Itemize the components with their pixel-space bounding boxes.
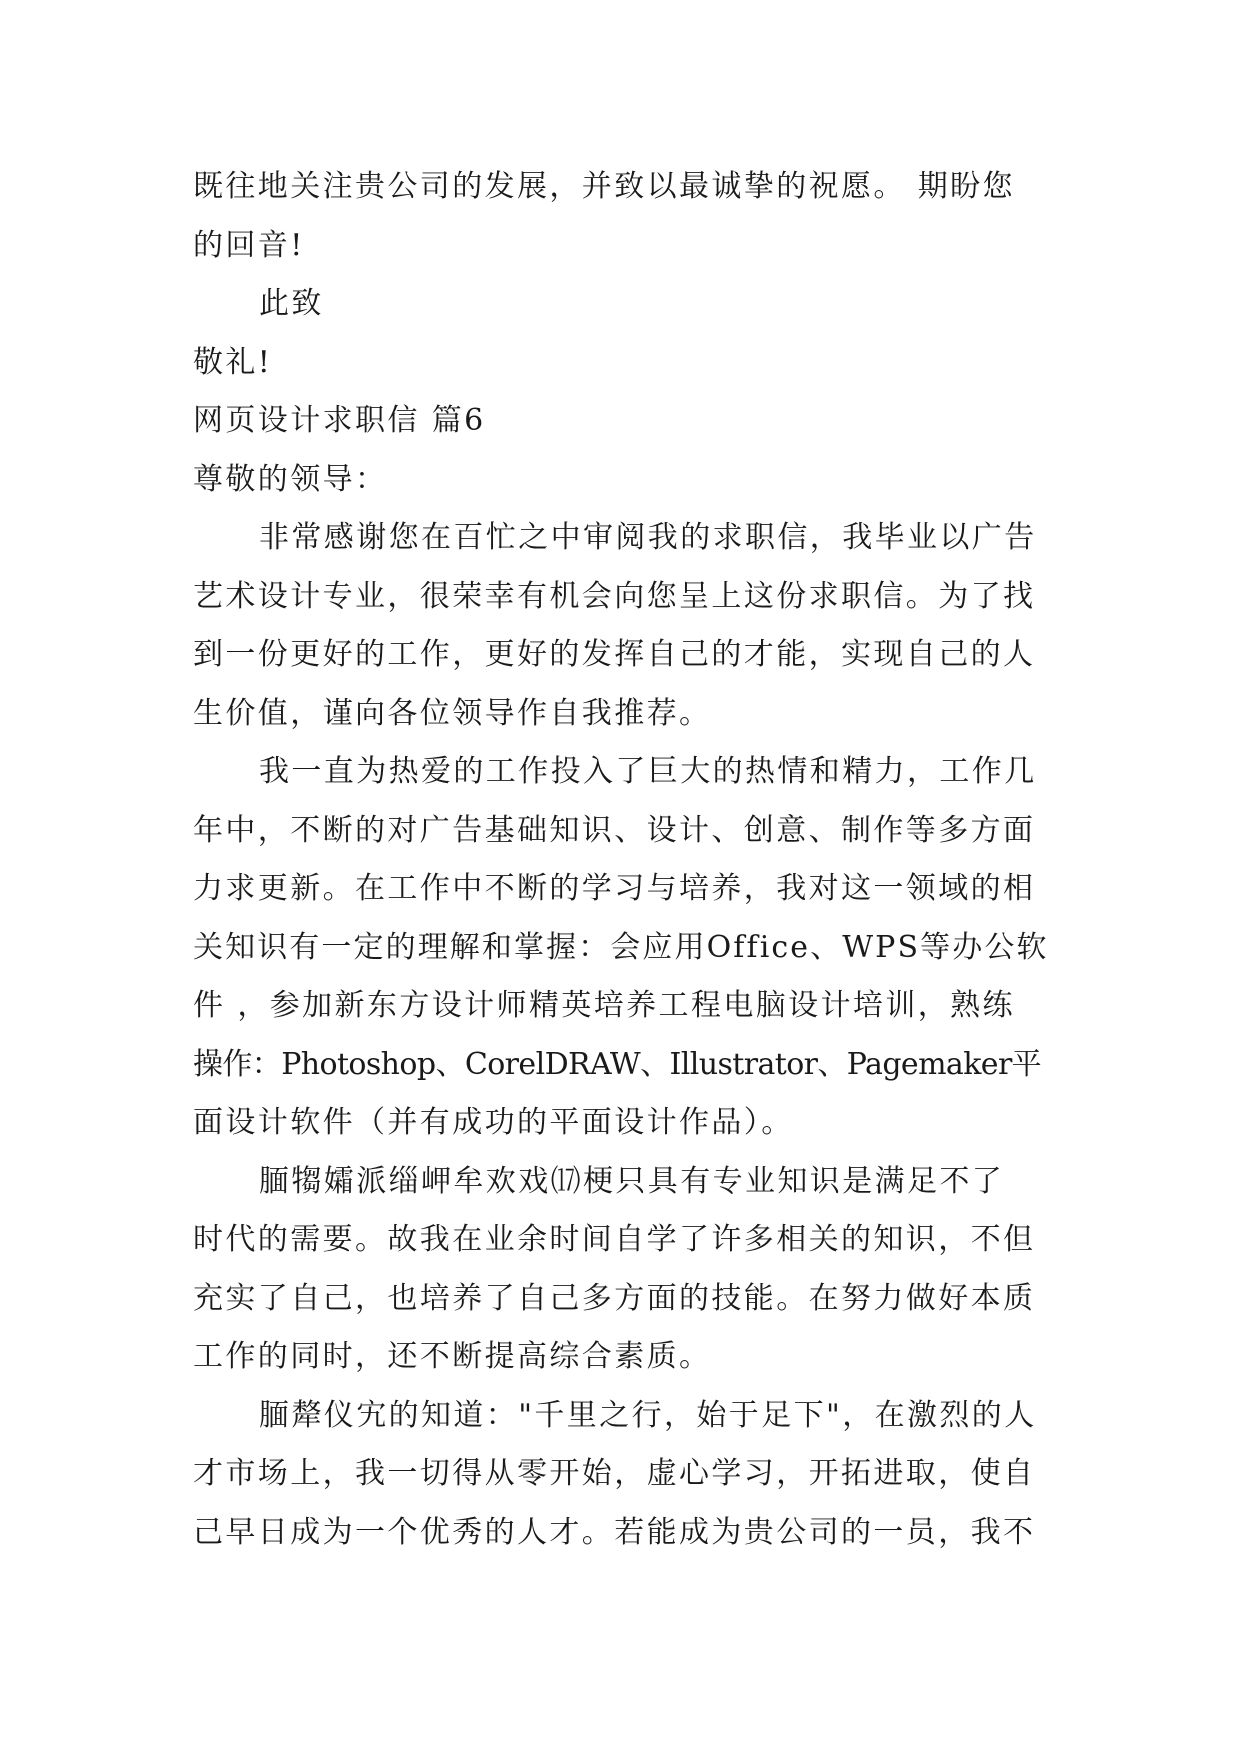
salutation-regards: 敬礼! [193, 344, 273, 380]
paragraph-line: 腼犓孀派缁岬牟欢戏⒄梗只具有专业知识是满足不了 [259, 1163, 1005, 1199]
text-line: 的回音! [193, 227, 305, 263]
paragraph-line: 生价值，谨向各位领导作自我推荐。 [193, 695, 712, 731]
paragraph-line: 操作：Photoshop、CorelDRAW、Illustrator、Pagemaker平 [193, 1046, 1042, 1082]
text-line: 既往地关注贵公司的发展，并致以最诚挚的祝愿。 期盼您 [193, 169, 1015, 204]
paragraph-line: 关知识有一定的理解和掌握：会应用Office、WPS等办公软 [193, 929, 1049, 965]
paragraph-line: 腼犛仪宄的知道："千里之行，始于足下"，在激烈的人 [259, 1397, 1037, 1433]
paragraph-line: 工作的同时，还不断提高综合素质。 [193, 1339, 712, 1374]
paragraph-line: 充实了自己，也培养了自己多方面的技能。在努力做好本质 [193, 1280, 1036, 1316]
section-heading: 网页设计求职信 篇6 [193, 403, 486, 438]
paragraph-line: 我一直为热爱的工作投入了巨大的热情和精力，工作几 [259, 754, 1037, 789]
letter-greeting: 尊敬的领导： [193, 461, 388, 497]
paragraph-line: 到一份更好的工作，更好的发挥自己的才能，实现自己的人 [193, 637, 1036, 672]
paragraph-line: 才市场上，我一切得从零开始，虚心学习，开拓进取，使自 [193, 1456, 1036, 1491]
paragraph-line: 己早日成为一个优秀的人才。若能成为贵公司的一员，我不 [193, 1514, 1036, 1550]
paragraph-line: 非常感谢您在百忙之中审阅我的求职信，我毕业以广告 [259, 520, 1037, 555]
paragraph-line: 艺术设计专业，很荣幸有机会向您呈上这份求职信。为了找 [193, 578, 1036, 614]
paragraph-line: 时代的需要。故我在业余时间自学了许多相关的知识，不但 [193, 1222, 1036, 1257]
paragraph-line: 面设计软件（并有成功的平面设计作品）。 [193, 1105, 794, 1140]
paragraph-line: 年中，不断的对广告基础知识、设计、创意、制作等多方面 [193, 812, 1036, 848]
paragraph-line: 件 ，参加新东方设计师精英培养工程电脑设计培训，熟练 [193, 988, 1015, 1023]
salutation-closing: 此致 [259, 286, 324, 321]
letter-body [193, 158, 1053, 1562]
paragraph-line: 力求更新。在工作中不断的学习与培养，我对这一领域的相 [193, 871, 1036, 906]
